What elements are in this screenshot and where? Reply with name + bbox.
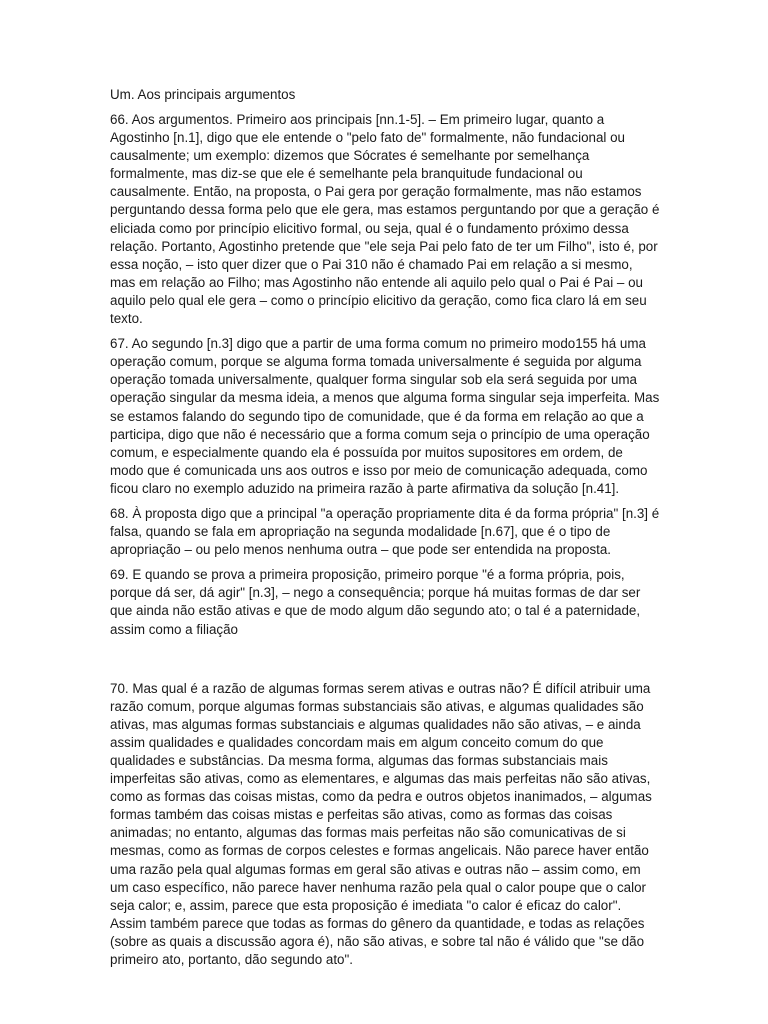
paragraph-70: 70. Mas qual é a razão de algumas formas serem ativas e outras não? É difícil atribuir uma razão comum, porque algumas formas substanciais são ativas, e algumas qualidades são ativas, mas algumas formas substanciais e algumas qualidades não são ativas, – e ainda assim qualidades e qualidades concordam mais em algum conceito comum do que qualidades e substâncias. Da mesma forma, algumas das formas substanciais mais imperfeitas são ativas, como as elementares, e algumas das mais perfeitas não são ativas, como as formas das coisas mistas, como da pedra e outros objetos inanimados, – algumas formas também das coisas mistas e perfeitas são ativas, como as formas das coisas animadas; no entanto, algumas das formas mais perfeitas não são comunicativas de si mesmas, como as formas de corpos celestes e formas angelicais. Não parece haver então uma razão pela qual algumas formas em geral são ativas e outras não – assim como, em um caso específico, não parece haver nenhuma razão pela qual o calor poupe que o calor seja calor; e, assim, parece que esta proposição é imediata "o calor é eficaz do calor". Assim também parece que todas as formas do gênero da quantidade, e todas as relações (sobre as quais a discussão agora é), não são ativas, e sobre tal não é válido que "se dão primeiro ato, portanto, dão segundo ato". (110, 680, 652, 968)
section-heading: Um. Aos principais argumentos (110, 87, 296, 102)
paragraph-66: 66. Aos argumentos. Primeiro aos principais [nn.1-5]. – Em primeiro lugar, quanto a Agostinho [n.1], digo que ele entende o "pelo fato de" formalmente, não fundacional ou causalmente; um exemplo: dizemos que Sócrates é semelhante por semelhança formalmente, mas diz-se que ele é semelhante pela branquitude fundacional ou causalmente. Então, na proposta, o Pai gera por geração formalmente, mas não estamos perguntando dessa forma pelo que ele gera, mas estamos perguntando por que a geração é eliciada como por princípio elicitivo formal, ou seja, qual é o fundamento próximo dessa relação. Portanto, Agostinho pretende que "ele seja Pai pelo fato de ter um Filho", isto é, por essa noção, – isto quer dizer que o Pai 310 não é chamado Pai em relação a si mesmo, mas em relação ao Filho; mas Agostinho não entende ali aquilo pelo qual o Pai é Pai – ou aquilo pelo qual ele gera – como o princípio elicitivo da geração, como fica claro lá em seu texto. (110, 112, 660, 327)
document-page (110, 86, 660, 976)
paragraph-68: 68. À proposta digo que a principal "a operação propriamente dita é da forma própria" [n.3] é falsa, quando se fala em apropriação na segunda modalidade [n.67], que é o tipo de apropriação – ou pelo menos nenhuma outra – que pode ser entendida na proposta. (110, 505, 660, 558)
paragraph-67: 67. Ao segundo [n.3] digo que a partir de uma forma comum no primeiro modo155 há uma operação comum, porque se alguma forma tomada universalmente é seguida por alguma operação tomada universalmente, qualquer forma singular sob ela será seguida por uma operação singular da mesma ideia, a menos que alguma forma singular seja imperfeita. Mas se estamos falando do segundo tipo de comunidade, que é da forma em relação ao que a participa, digo que não é necessário que a forma comum seja o princípio de uma operação comum, e especialmente quando ela é possuída por muitos supositores em ordem, de modo que é comunicada uns aos outros e isso por meio de comunicação adequada, como ficou claro no exemplo aduzido na primeira razão à parte afirmativa da solução [n.41]. (110, 336, 660, 496)
paragraph-spacer (110, 646, 660, 680)
paragraph-69: 69. E quando se prova a primeira proposição, primeiro porque "é a forma própria, pois, porque dá ser, dá agir" [n.3], – nego a consequência; porque há muitas formas de dar ser que ainda não estão ativas e que de modo algum dão segundo ato; o tal é a paternidade, assim como a filiação (110, 567, 641, 637)
